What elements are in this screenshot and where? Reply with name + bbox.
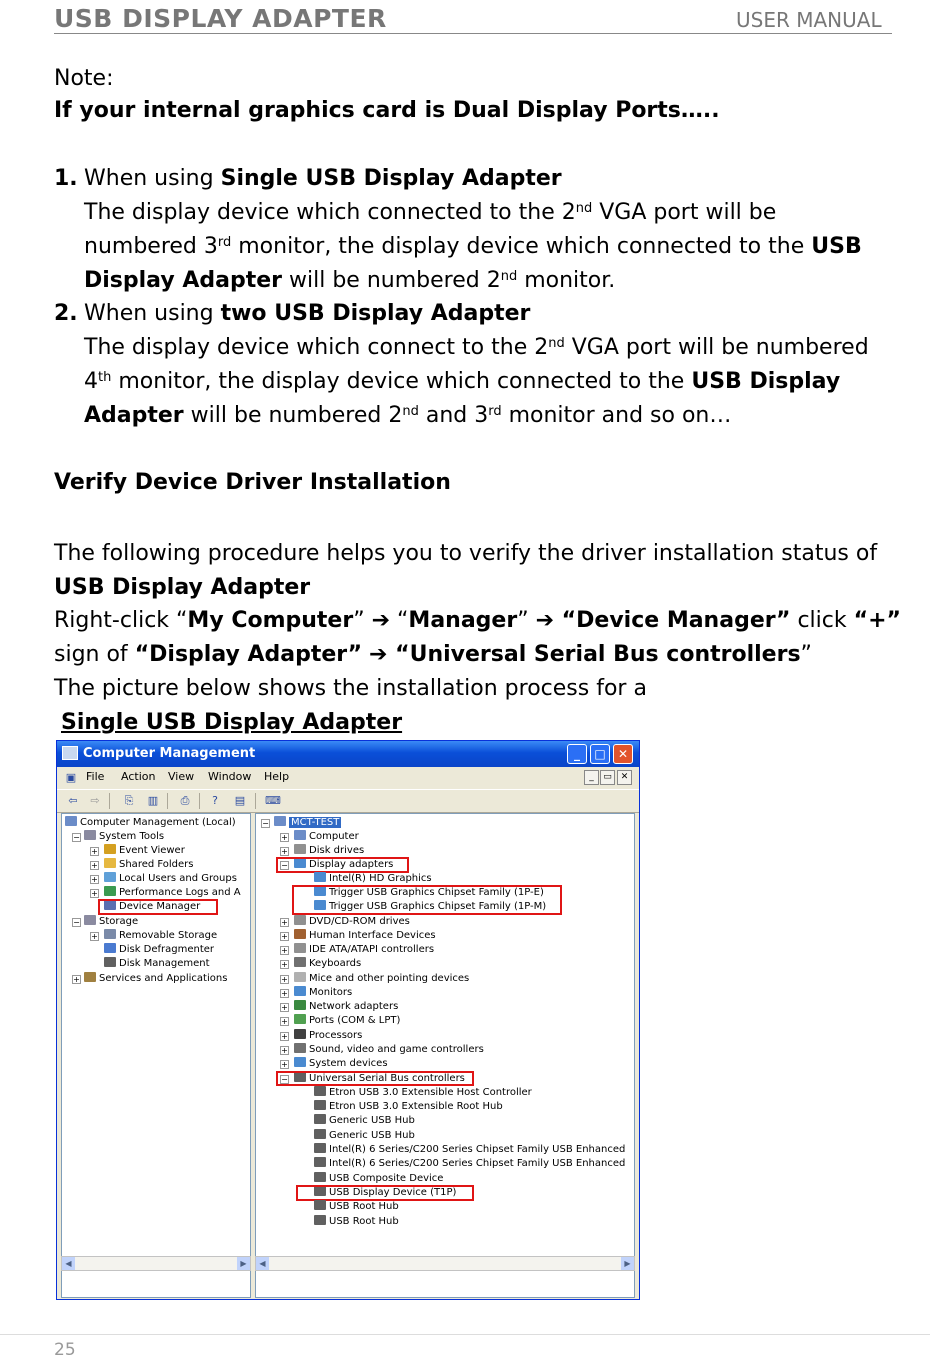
tree-item[interactable]: DVD/CD-ROM drives [294, 915, 410, 928]
item-2-number: 2. [54, 301, 78, 326]
tree-item[interactable]: Storage [84, 915, 138, 928]
tree-item[interactable]: Disk Defragmenter [104, 943, 214, 956]
scroll-left-icon: ◀ [62, 1257, 75, 1270]
document-title: USB DISPLAY ADAPTER [54, 4, 387, 33]
scroll-right-icon: ▶ [621, 1257, 634, 1270]
print-icon[interactable]: ⎙ [180, 794, 190, 807]
item-1-lead: When using Single USB Display Adapter [84, 166, 562, 191]
title-bar [57, 741, 639, 767]
highlight-device-manager [98, 899, 218, 915]
highlight-display-adapters [276, 857, 409, 873]
tree-item[interactable]: Trigger USB Graphics Chipset Family (1P-M) [314, 900, 546, 913]
tree-item[interactable]: Network adapters [294, 1000, 398, 1013]
arrow-icon: ➔ [369, 642, 388, 667]
item-1-line-3: Display Adapter will be numbered 2nd monitor. [84, 268, 616, 293]
menu-help[interactable]: Help [264, 770, 290, 783]
tree-item[interactable]: USB Root Hub [314, 1200, 399, 1213]
verify-paragraph-1b: USB Display Adapter [54, 575, 311, 600]
console-tree-pane: Computer Management (Local) − System Tools + Event Viewer + Shared Folders + Local Users and Groups + Performance Logs and A Device Manager − Storage + Removable Storage Disk Defragmenter Disk Management + Services and Applications [61, 813, 251, 1298]
app-menu-icon[interactable]: ▣ [65, 771, 77, 784]
item-2-line-1: The display device which connect to the 2nd VGA port will be numbered [84, 335, 869, 360]
scan-hardware-icon[interactable]: ⌨ [265, 794, 281, 807]
tree-item[interactable]: Human Interface Devices [294, 929, 436, 942]
mdi-close-button[interactable]: ✕ [617, 770, 632, 785]
scroll-left-icon: ◀ [256, 1257, 269, 1270]
forward-icon[interactable]: ⇨ [90, 794, 100, 807]
arrow-icon: ➔ [535, 608, 555, 633]
up-folder-icon[interactable]: ⎘ [124, 794, 134, 807]
left-horizontal-scrollbar[interactable] [61, 1256, 251, 1271]
window-title: Computer Management [83, 746, 256, 761]
minimize-button[interactable]: _ [567, 744, 587, 764]
highlight-usb-controllers [276, 1071, 474, 1086]
verify-instruction-1: Right-click “My Computer” ➔ “Manager” ➔ “Device Manager” click “+” [54, 608, 901, 633]
tree-item[interactable]: Generic USB Hub [314, 1114, 415, 1127]
note-label: Note: [54, 66, 114, 91]
tree-item-device-manager[interactable]: Device Manager [104, 900, 200, 913]
tree-item[interactable]: Generic USB Hub [314, 1129, 415, 1142]
tree-item[interactable]: Etron USB 3.0 Extensible Host Controller [314, 1086, 532, 1099]
tree-item[interactable]: Processors [294, 1029, 362, 1042]
tree-item-usb-controllers[interactable]: Universal Serial Bus controllers [294, 1072, 465, 1085]
tree-item[interactable]: Disk drives [294, 844, 364, 857]
tree-item[interactable]: System Tools [84, 830, 164, 843]
tree-item-display-adapters[interactable]: Display adapters [294, 858, 393, 871]
properties-icon[interactable]: ▤ [234, 794, 246, 807]
help-icon[interactable]: ? [212, 794, 218, 807]
tree-item[interactable]: Trigger USB Graphics Chipset Family (1P-E) [314, 886, 544, 899]
figure-caption: Single USB Display Adapter [61, 710, 403, 735]
verify-paragraph-4: The picture below shows the installation process for a [54, 676, 647, 701]
tree-item[interactable]: Event Viewer [104, 844, 185, 857]
device-tree-pane: − MCT-TEST + Computer + Disk drives − Display adapters Intel(R) HD Graphics Trigger USB Graphics Chipset Family (1P-E) Trigger USB Graphics Chipset Family (1P-M) + DVD/CD-ROM drives + Human Interface Devices + IDE ATA/ATAPI controllers + Keyboards + Mice and other pointing devices + Monitors + Network adapters + Ports (COM & LPT) + Processors + Sound, video and game controllers + System devices − Universal Serial Bus controllers Etron USB 3.0 Extensible Host Controller Etron USB 3.0 Extensible Root Hub Generic USB Hub Generic USB Hub Intel(R) 6 Series/C200 Series Chipset Family USB Enhanced Intel(R) 6 Series/C200 Series Chipset Family USB Enhanced USB Composite Device USB Display Device (T1P) USB Root Hub USB Root Hub [255, 813, 635, 1298]
verify-paragraph-1: The following procedure helps you to verify the driver installation status of [54, 541, 878, 566]
highlight-usb-display-device [296, 1185, 474, 1201]
document-section: USER MANUAL [736, 8, 882, 32]
scroll-right-icon: ▶ [237, 1257, 250, 1270]
maximize-button[interactable]: □ [590, 744, 610, 764]
right-horizontal-scrollbar[interactable] [255, 1256, 635, 1271]
tree-item[interactable]: Performance Logs and A [104, 886, 241, 899]
verify-heading: Verify Device Driver Installation [54, 470, 451, 495]
menu-action[interactable]: Action [121, 770, 156, 783]
tree-item[interactable]: Mice and other pointing devices [294, 972, 469, 985]
item-1-number: 1. [54, 166, 78, 191]
tree-item[interactable]: USB Root Hub [314, 1215, 399, 1228]
item-2-line-2: 4th monitor, the display device which connected to the USB Display [84, 369, 841, 394]
tree-item[interactable]: Disk Management [104, 957, 210, 970]
header-rule [54, 33, 892, 34]
mdi-minimize-button[interactable]: _ [584, 770, 599, 785]
item-2-lead: When using two USB Display Adapter [84, 301, 531, 326]
tree-item[interactable]: Services and Applications [84, 972, 227, 985]
note-heading: If your internal graphics card is Dual Display Ports….. [54, 98, 720, 123]
tree-item[interactable]: Local Users and Groups [104, 872, 237, 885]
tree-item[interactable]: Ports (COM & LPT) [294, 1014, 400, 1027]
verify-instruction-2: sign of “Display Adapter” ➔ “Universal Serial Bus controllers” [54, 642, 812, 667]
item-2-line-3: Adapter will be numbered 2nd and 3rd monitor and so on… [84, 403, 732, 428]
highlight-trigger-usb-graphics [292, 885, 562, 915]
menu-view[interactable]: View [168, 770, 195, 783]
close-button[interactable]: ✕ [613, 744, 633, 764]
tree-item[interactable]: Shared Folders [104, 858, 194, 871]
tree-item[interactable]: Intel(R) 6 Series/C200 Series Chipset Family USB Enhanced [314, 1143, 625, 1156]
menu-bar [57, 767, 639, 788]
tree-item[interactable]: Keyboards [294, 957, 361, 970]
tree-item[interactable]: USB Composite Device [314, 1172, 443, 1185]
footer-rule [0, 1334, 930, 1335]
menu-file[interactable]: File [86, 770, 105, 783]
item-1-line-2: numbered 3rd monitor, the display device which connected to the USB [84, 234, 862, 259]
page-number: 25 [54, 1340, 76, 1360]
item-1-line-1: The display device which connected to the 2nd VGA port will be [84, 200, 777, 225]
tree-item[interactable]: Intel(R) 6 Series/C200 Series Chipset Family USB Enhanced [314, 1157, 625, 1170]
tree-item[interactable]: Monitors [294, 986, 352, 999]
tree-item[interactable]: IDE ATA/ATAPI controllers [294, 943, 434, 956]
tree-item[interactable]: Etron USB 3.0 Extensible Root Hub [314, 1100, 503, 1113]
tree-item[interactable]: Removable Storage [104, 929, 217, 942]
tree-item-usb-display-device[interactable]: USB Display Device (T1P) [314, 1186, 456, 1199]
back-icon[interactable]: ⇦ [68, 794, 78, 807]
toolbar [57, 789, 639, 813]
computer-management-window [56, 740, 640, 1300]
tree-item[interactable]: Intel(R) HD Graphics [314, 872, 432, 885]
tree-item[interactable]: Computer [294, 830, 359, 843]
computer-management-icon [62, 746, 78, 760]
menu-window[interactable]: Window [208, 770, 252, 783]
tree-item[interactable]: Sound, video and game controllers [294, 1043, 484, 1056]
tree-item-root[interactable]: MCT-TEST [274, 816, 341, 829]
arrow-icon: ➔ [371, 608, 391, 633]
tree-item[interactable]: Computer Management (Local) [65, 816, 236, 829]
show-hide-tree-icon[interactable]: ▥ [147, 794, 159, 807]
mdi-restore-button[interactable]: ▭ [600, 770, 615, 785]
tree-item[interactable]: System devices [294, 1057, 388, 1070]
